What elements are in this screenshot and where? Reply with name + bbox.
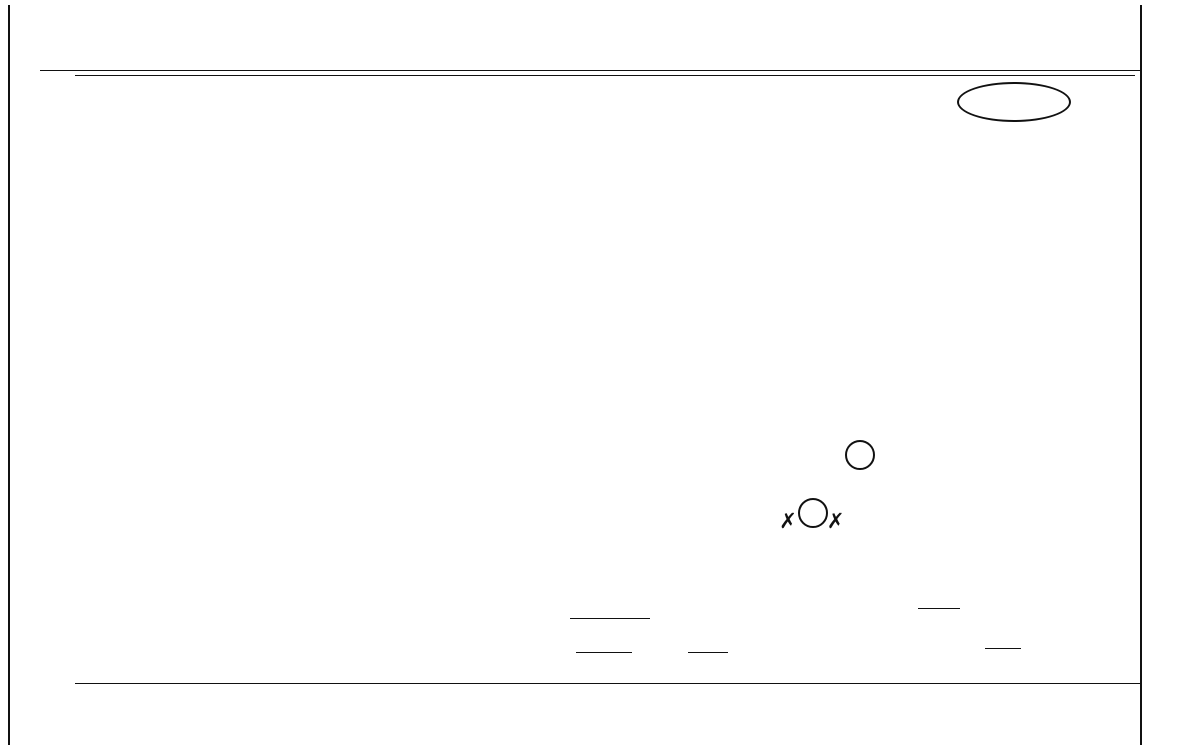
top-hole-strip [40,0,1140,71]
on-bas-tab-line: ✗ ✗ [780,498,845,535]
bottom-hole-strip [75,683,1140,753]
right-hole-strip [1135,80,1193,680]
fd-line [570,618,650,619]
vs-line [985,648,1021,649]
ce-line [918,608,960,609]
circled-number [845,440,875,470]
de-line [576,652,632,653]
supl-right-line [845,440,875,475]
card-body [75,75,1135,676]
card-footer [92,654,110,669]
circled-number [798,498,828,528]
tag-circled [957,82,1071,122]
sz-line [688,652,728,653]
left-hole-strip [0,80,70,680]
